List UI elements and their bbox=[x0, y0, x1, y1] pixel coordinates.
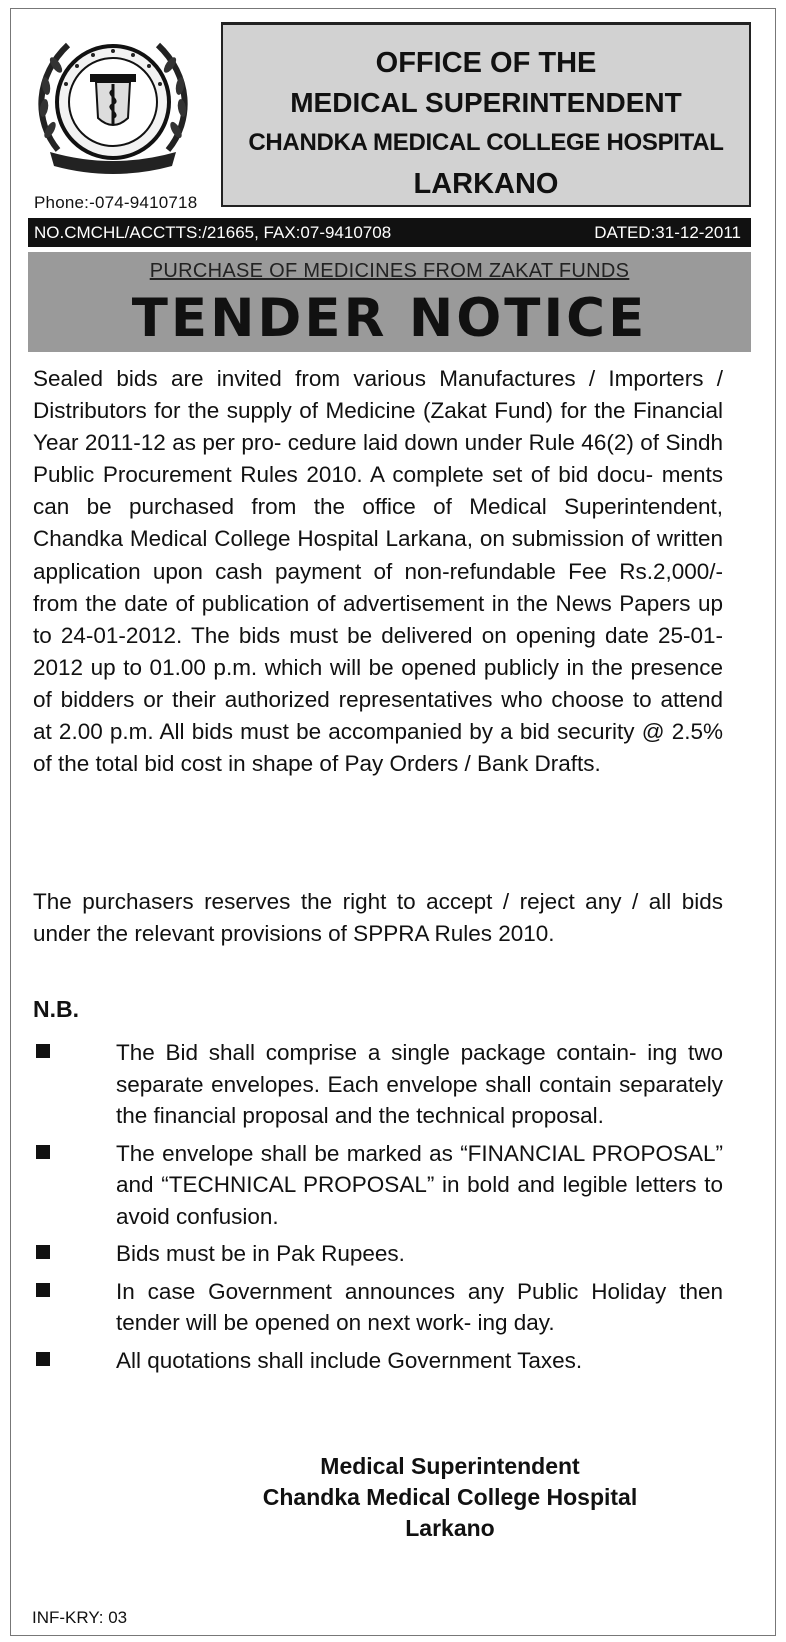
list-item-text: The envelope shall be marked as “FINANCIAL PROPOSAL” and “TECHNICAL PROPOSAL” in bold and legible letters to avoid confusion. bbox=[116, 1140, 723, 1229]
subject-line: PURCHASE OF MEDICINES FROM ZAKAT FUNDS bbox=[149, 260, 630, 282]
list-item-text: In case Government announces any Public Holiday then tender will be opened on next work- ing day. bbox=[116, 1278, 723, 1335]
reference-bar bbox=[28, 218, 751, 247]
list-item-text: Bids must be in Pak Rupees. bbox=[116, 1241, 405, 1266]
subject-banner bbox=[28, 252, 751, 352]
conditions-list bbox=[33, 1037, 723, 1382]
reference-date: DATED:31-12-2011 bbox=[594, 222, 741, 242]
office-line-2: MEDICAL SUPERINTENDENT bbox=[290, 87, 682, 118]
phone-number: Phone:-074-9410718 bbox=[34, 193, 198, 212]
nb-label: N.B. bbox=[33, 996, 79, 1022]
office-line-3: CHANDKA MEDICAL COLLEGE HOSPITAL bbox=[248, 129, 724, 156]
office-line-4: LARKANO bbox=[413, 168, 559, 200]
office-line-1: OFFICE OF THE bbox=[375, 47, 597, 79]
list-item bbox=[33, 1138, 723, 1233]
list-item bbox=[33, 1037, 723, 1132]
signature-title: Medical Superintendent bbox=[320, 1453, 580, 1479]
square-bullet-icon bbox=[36, 1352, 50, 1366]
body-paragraph-2: The purchasers reserves the right to accept / reject any / all bids under the relevant provisions of SPPRA Rules 2010. bbox=[33, 889, 723, 947]
signature-block bbox=[170, 1451, 730, 1544]
footer-code: INF-KRY: 03 bbox=[32, 1608, 128, 1627]
square-bullet-icon bbox=[36, 1044, 50, 1058]
square-bullet-icon bbox=[36, 1283, 50, 1297]
square-bullet-icon bbox=[36, 1145, 50, 1159]
body-paragraph-1: Sealed bids are invited from various Manufactures / Importers / Distributors for the supply of Medicine (Zakat Fund) for the Financial Year 2011-12 as per pro- cedure laid down under Rule 46(2) of Sindh Public Procurement Rules 2010. A complete set of bid docu- ments can be purchased from the office of Medical Superintendent, Chandka Medical College Hospital Larkana, on submission of written application upon cash payment of non-refundable Fee Rs.2,000/- from the date of publication of advertisement in the News Papers up to 24-01-2012. The bids must be delivered on opening date 25-01-2012 up to 01.00 p.m. which will be opened publicly in the presence of bidders or their authorized representatives who choose to attend at 2.00 p.m. All bids must be accompanied by a bid security @ 2.5% of the total bid cost in shape of Pay Orders / Bank Drafts. bbox=[33, 366, 723, 777]
reference-number: NO.CMCHL/ACCTTS:/21665, FAX:07-9410708 bbox=[34, 222, 392, 242]
list-item bbox=[33, 1345, 723, 1377]
signature-institution: Chandka Medical College Hospital bbox=[262, 1484, 638, 1510]
tender-title: TENDER NOTICE bbox=[131, 288, 648, 349]
list-item-text: All quotations shall include Government Taxes. bbox=[116, 1347, 583, 1373]
square-bullet-icon bbox=[36, 1245, 50, 1259]
list-item bbox=[33, 1276, 723, 1339]
college-logo-emblem bbox=[28, 20, 198, 182]
list-item bbox=[33, 1238, 723, 1270]
signature-city: Larkano bbox=[405, 1515, 495, 1541]
office-heading-box bbox=[221, 22, 751, 207]
list-item-text: The Bid shall comprise a single package contain- ing two separate envelopes. Each envelope shall contain separately the financial proposal and the technical proposal. bbox=[116, 1040, 723, 1128]
